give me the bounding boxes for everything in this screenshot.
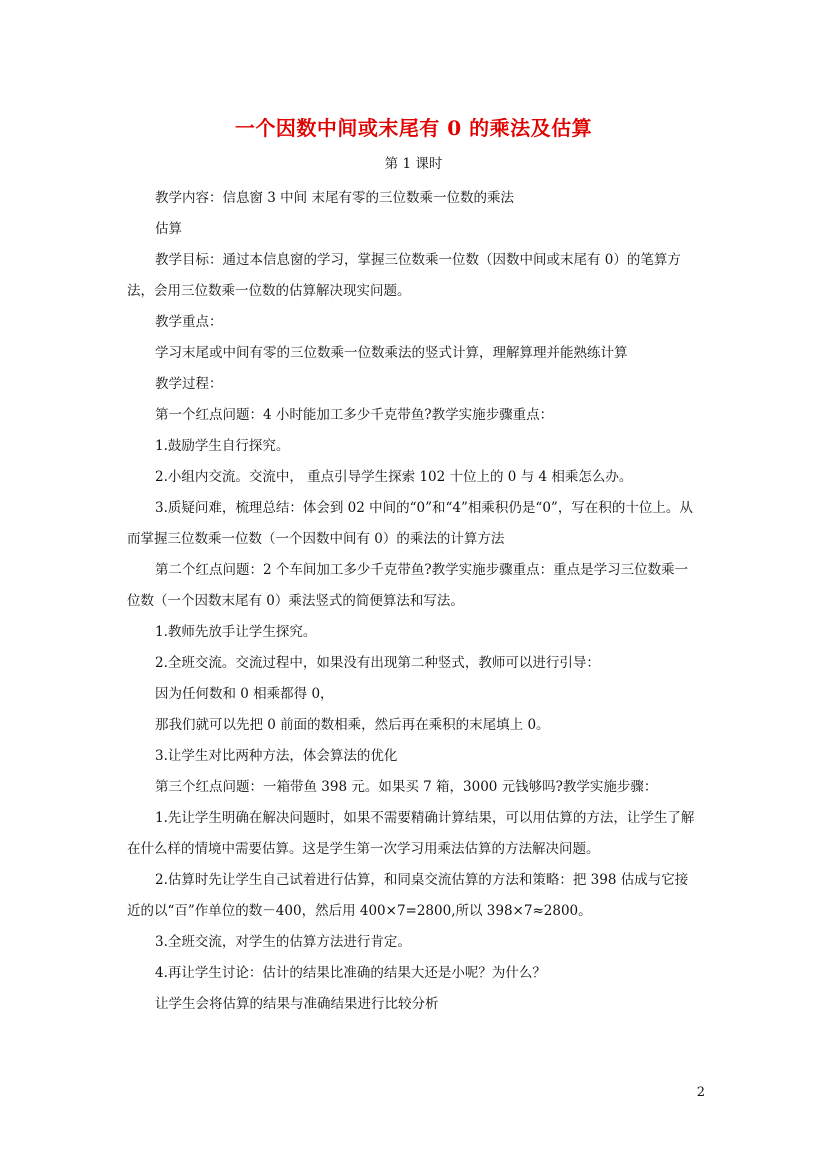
document-title: 一个因数中间或末尾有 0 的乘法及估算 (234, 116, 593, 140)
page-number: 2 (696, 1085, 705, 1100)
paragraph: 1.先让学生明确在解决问题时，如果不需要精确计算结果，可以用估算的方法，让学生了解在什么样的情境中需要估算。这是学生第一次学习用乘法估算的方法解决问题。 (127, 810, 695, 857)
paragraph: 估算 (155, 221, 182, 237)
paragraph: 2.估算时先让学生自己试着进行估算，和同桌交流估算的方法和策略：把 398 估成与它接近的以“百”作单位的数－400，然后用 400×7=2800,所以 398×7≈2800。 (127, 872, 689, 919)
paragraph: 第二个红点问题：2 个车间加工多少千克带鱼?教学实施步骤重点：重点是学习三位数乘一位数（一个因数末尾有 0）乘法竖式的简便算法和写法。 (127, 562, 689, 609)
document-body (127, 183, 701, 1020)
paragraph: 教学重点： (155, 314, 223, 330)
paragraph: 教学过程： (155, 376, 223, 392)
paragraph: 让学生会将估算的结果与准确结果进行比较分析 (155, 996, 439, 1012)
lesson-label: 第 1 课时 (384, 156, 443, 172)
paragraph: 1.教师先放手让学生探究。 (155, 624, 317, 640)
paragraph: 1.鼓励学生自行探究。 (155, 438, 290, 454)
paragraph: 3.质疑问难，梳理总结：体会到 02 中间的“0”和“4”相乘积仍是“0”，写在积的十位上。从而掌握三位数乘一位数（一个因数中间有 0）的乘法的计算方法 (127, 500, 693, 547)
paragraph: 学习末尾或中间有零的三位数乘一位数乘法的竖式计算，理解算理并能熟练计算 (155, 345, 628, 361)
paragraph: 3.全班交流，对学生的估算方法进行肯定。 (155, 934, 411, 950)
paragraph: 2.全班交流。交流过程中，如果没有出现第二种竖式，教师可以进行引导： (155, 655, 600, 671)
paragraph: 4.再让学生讨论：估计的结果比准确的结果大还是小呢？为什么？ (155, 965, 546, 981)
paragraph: 3.让学生对比两种方法，体会算法的优化 (155, 748, 398, 764)
paragraph: 教学目标：通过本信息窗的学习，掌握三位数乘一位数（因数中间或末尾有 0）的笔算方法，会用三位数乘一位数的估算解决现实问题。 (127, 252, 681, 299)
paragraph: 那我们就可以先把 0 前面的数相乘，然后再在乘积的末尾填上 0。 (155, 717, 550, 733)
paragraph: 因为任何数和 0 相乘都得 0， (155, 686, 334, 702)
paragraph: 第三个红点问题：一箱带鱼 398 元。如果买 7 箱，3000 元钱够吗?教学实施步骤： (155, 779, 658, 795)
paragraph: 教学内容：信息窗 3 中间 末尾有零的三位数乘一位数的乘法 (155, 190, 514, 206)
paragraph: 第一个红点问题：4 小时能加工多少千克带鱼?教学实施步骤重点： (155, 407, 554, 423)
paragraph: 2.小组内交流。交流中， 重点引导学生探索 102 十位上的 0 与 4 相乘怎么办。 (155, 469, 633, 485)
